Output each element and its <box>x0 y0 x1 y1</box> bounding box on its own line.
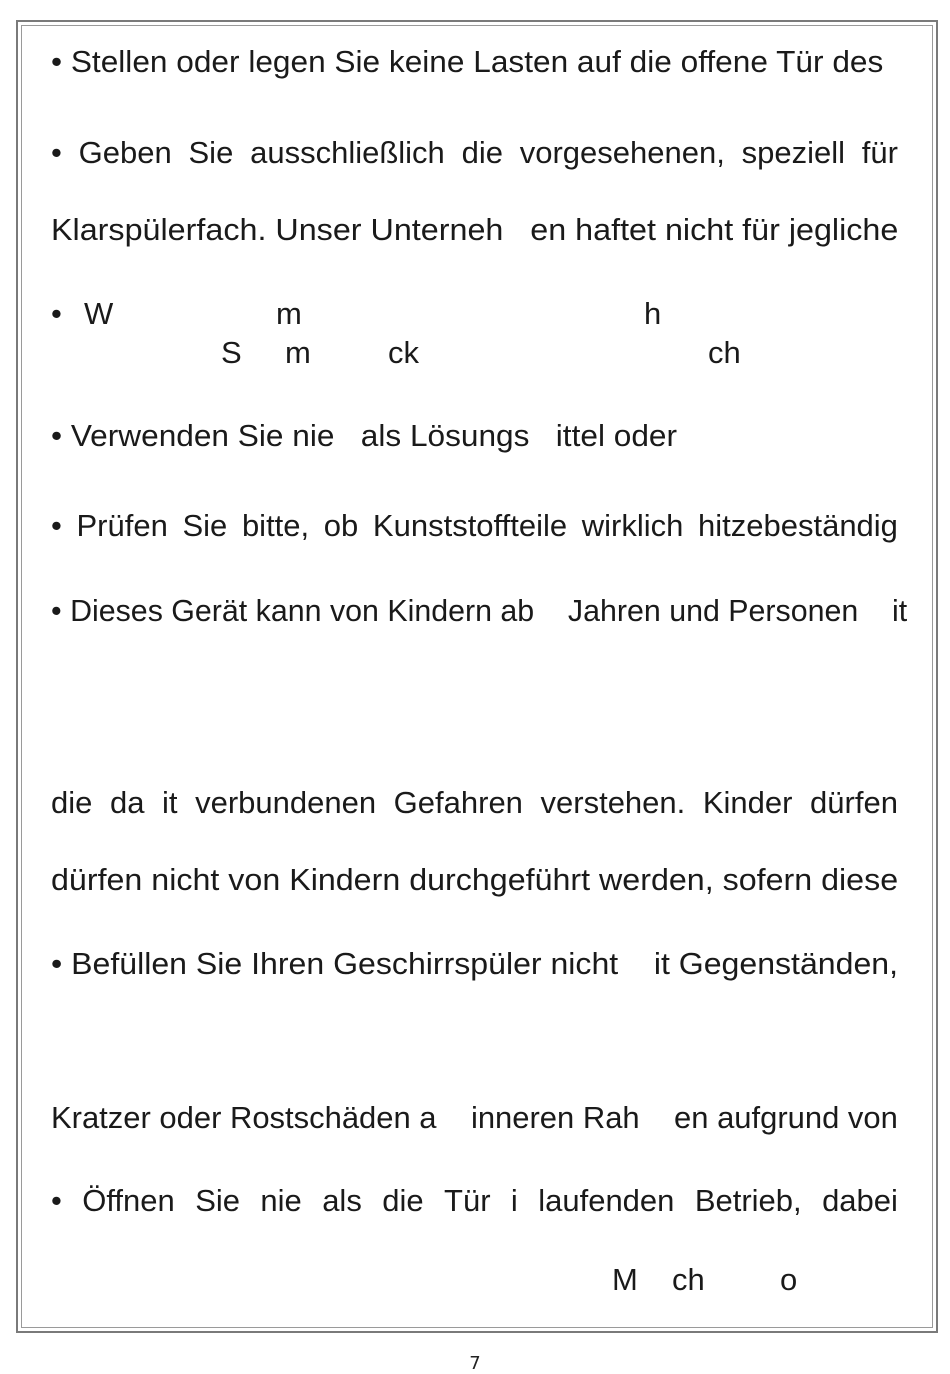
text-line-11: • Befüllen Sie Ihren Geschirrspüler nicht it Gegenständen, <box>51 946 899 981</box>
word: Kunststoffteile <box>372 508 568 543</box>
word: dürfen <box>810 785 898 820</box>
word: wirklich <box>581 508 684 543</box>
word: dabei <box>822 1183 898 1218</box>
text-fragment: ch <box>708 335 741 370</box>
word: • <box>51 135 62 170</box>
text-fragment: ck <box>388 335 419 370</box>
text-fragment: m <box>276 296 302 331</box>
word: laufenden <box>538 1183 675 1218</box>
text-fragment: h <box>644 296 662 331</box>
word: Öffnen <box>82 1183 175 1218</box>
word: die <box>51 785 93 820</box>
page-number: 7 <box>469 1353 481 1374</box>
text-line-2 <box>51 135 898 171</box>
word: Geben <box>78 135 172 170</box>
text-fragment: W <box>84 296 114 331</box>
word: verbundenen <box>195 785 377 820</box>
bullet: • <box>51 296 62 331</box>
word: Sie <box>188 135 234 170</box>
text-line-13 <box>51 1183 898 1219</box>
word: bitte, <box>241 508 310 543</box>
word: die <box>461 135 503 170</box>
word: it <box>162 785 178 820</box>
word: Tür <box>444 1183 491 1218</box>
word: Gefahren <box>393 785 523 820</box>
word: die <box>382 1183 424 1218</box>
word: ob <box>323 508 359 543</box>
text-line-7 <box>51 508 898 544</box>
text-fragment: S <box>221 335 242 370</box>
word: hitzebeständig <box>698 508 898 543</box>
word: vorgesehenen, <box>519 135 725 170</box>
text-fragment: ch <box>672 1262 705 1297</box>
word: Sie <box>195 1183 240 1218</box>
word: • <box>51 1183 62 1218</box>
text-line-10: dürfen nicht von Kindern durchgeführt werden, sofern diese <box>51 862 899 897</box>
text-line-3: Klarspülerfach. Unser Unterneh en haftet nicht für jegliche <box>51 212 899 247</box>
text-line-9 <box>51 785 898 821</box>
word: • <box>51 508 62 543</box>
text-line-8: • Dieses Gerät kann von Kindern ab Jahren und Personen it <box>51 593 908 628</box>
word: Prüfen <box>76 508 168 543</box>
word: speziell <box>741 135 846 170</box>
word: da <box>109 785 145 820</box>
word: als <box>322 1183 362 1218</box>
text-fragment: M <box>612 1262 638 1297</box>
word: Betrieb, <box>694 1183 802 1218</box>
text-fragment: m <box>285 335 311 370</box>
word: nie <box>260 1183 302 1218</box>
word: Sie <box>182 508 228 543</box>
text-line-1: • Stellen oder legen Sie keine Lasten auf die offene Tür des <box>51 44 884 79</box>
text-line-6: • Verwenden Sie nie als Lösungs ittel oder <box>51 418 678 453</box>
word: i <box>510 1183 518 1218</box>
word: ausschließlich <box>250 135 445 170</box>
word: Kinder <box>702 785 793 820</box>
word: für <box>861 135 898 170</box>
text-fragment: o <box>780 1262 798 1297</box>
word: verstehen. <box>540 785 686 820</box>
text-line-12: Kratzer oder Rostschäden a inneren Rah en aufgrund von <box>51 1100 898 1135</box>
